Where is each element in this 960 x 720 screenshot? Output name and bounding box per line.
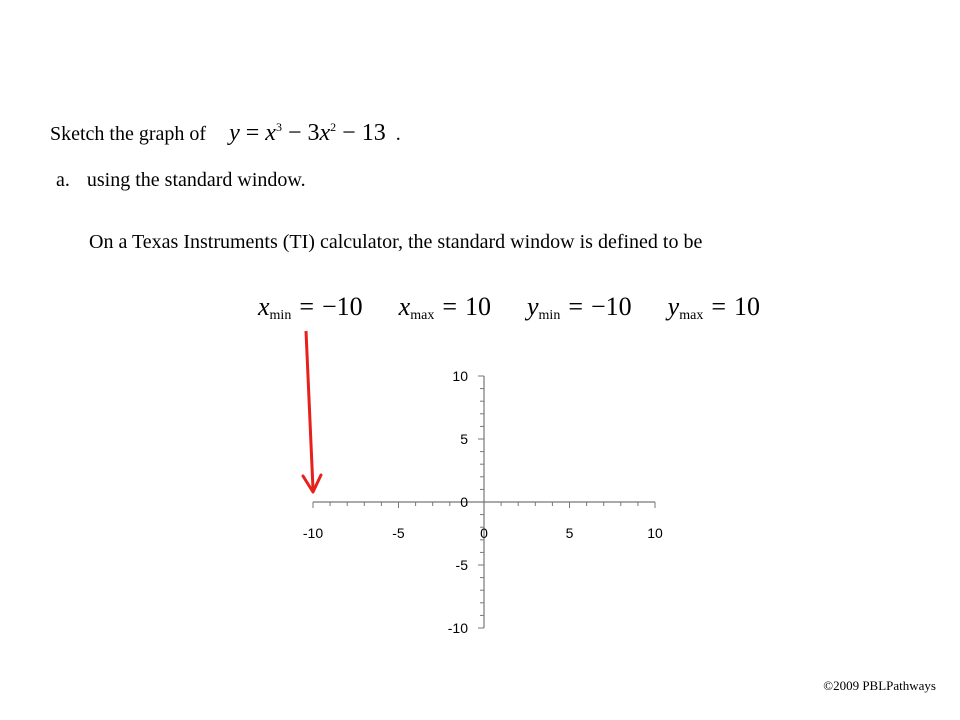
window-ymax: $y_{max} = 10$	[667, 292, 760, 323]
eq-lhs: y	[229, 120, 240, 146]
axes-layer	[303, 368, 663, 636]
x-tick-label: -10	[302, 525, 324, 541]
window-xmin: $x_{min} = -10$	[258, 292, 363, 323]
prompt-period: .	[395, 123, 401, 145]
eq-x2: x	[319, 120, 331, 146]
part-text: using the standard window.	[86, 169, 306, 191]
copyright-notice: ©2009 PBLPathways	[823, 678, 936, 693]
x-tick-label: 0	[480, 525, 488, 541]
explanation-text: On a Texas Instruments (TI) calculator, the standard window is defined to be	[89, 231, 703, 253]
x-tick-label: 10	[647, 525, 663, 541]
cubic-equation: $y = x^3 - 3x^2 - 13$	[229, 120, 386, 146]
arrow-shaft	[306, 331, 313, 489]
y-tick-label: 10	[452, 368, 468, 384]
eq-exp2: 2	[330, 120, 337, 134]
x-tick-label: 5	[565, 525, 574, 541]
window-ymin: $y_{min} = -10$	[527, 292, 632, 323]
x-tick-label: -5	[392, 525, 405, 541]
window-xmax: $x_{max} = 10$	[398, 292, 491, 323]
y-tick-label: -5	[455, 557, 468, 573]
eq-exp1: 3	[275, 120, 282, 134]
eq-x1: x	[265, 120, 276, 146]
xmin-pointer-arrow	[303, 331, 321, 492]
y-tick-label: 0	[460, 494, 468, 510]
y-tick-label: -10	[447, 620, 468, 636]
prompt-prefix: Sketch the graph of	[50, 123, 207, 145]
eq-coef2: 3	[307, 120, 320, 146]
eq-const: 13	[361, 120, 386, 146]
y-tick-label: 5	[460, 431, 468, 447]
part-label: a.	[56, 169, 70, 191]
